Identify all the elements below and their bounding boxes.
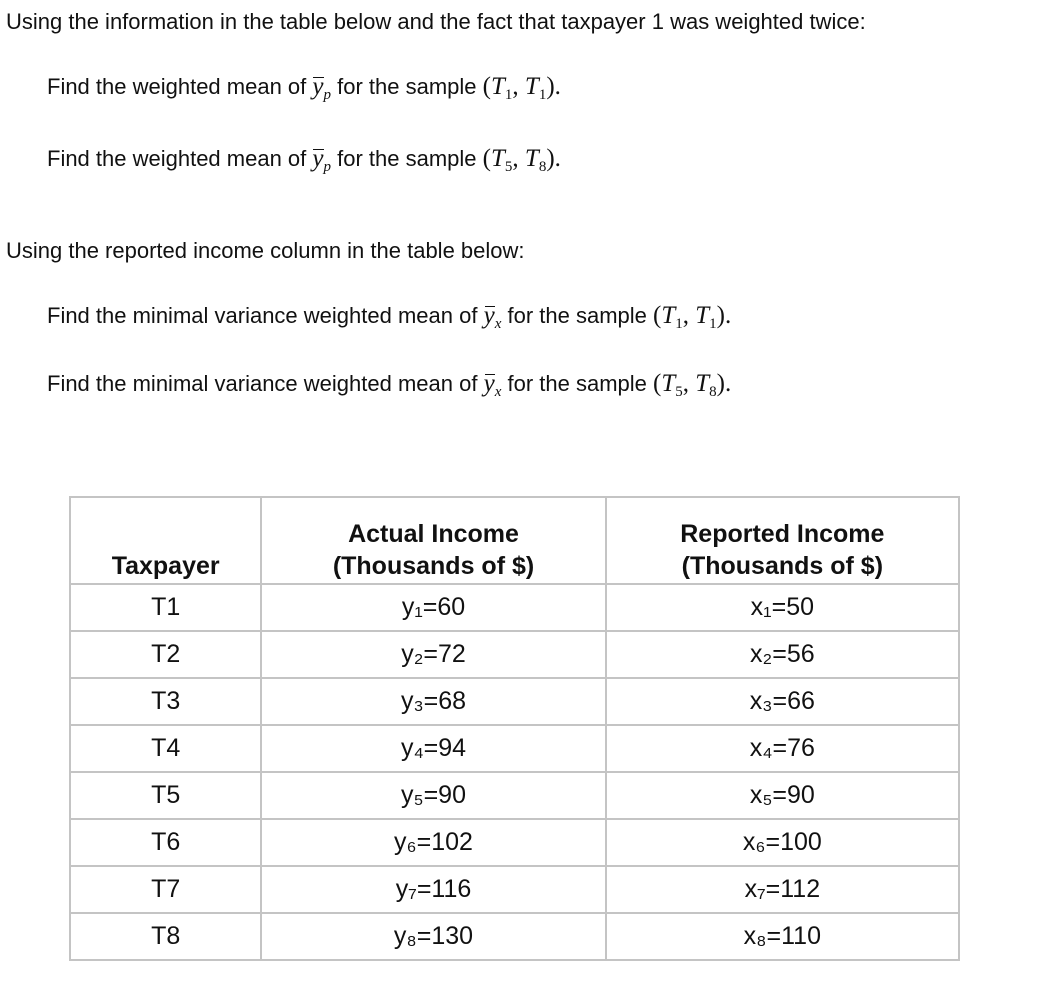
question-weighted-mean-sample-1 [47,73,561,103]
cell-taxpayer: T4 [70,725,261,772]
cell-reported-income: x₂=56 [606,631,959,678]
for-the-sample-label: for the sample [337,74,477,99]
intro-weighted: Using the information in the table below and the fact that taxpayer 1 was weighted twice: [6,9,866,34]
cell-taxpayer: T6 [70,819,261,866]
header-taxpayer: Taxpayer [70,497,261,584]
question-weighted-mean-sample-2 [47,145,561,175]
ybar-p-symbol: $y_p$ [312,73,332,103]
table-row [70,772,959,819]
cell-taxpayer: T2 [70,631,261,678]
cell-actual-income: y₂=72 [261,631,605,678]
cell-reported-income: x₆=100 [606,819,959,866]
for-the-sample-label: for the sample [507,371,647,396]
table-row [70,678,959,725]
cell-actual-income: y₇=116 [261,866,605,913]
table-row [70,866,959,913]
question-min-variance-sample-1 [47,302,732,332]
header-reported-income: Reported Income (Thousands of $) [606,497,959,584]
cell-actual-income: y₅=90 [261,772,605,819]
table-row [70,725,959,772]
table-row [70,819,959,866]
cell-taxpayer: T5 [70,772,261,819]
question-text: Find the weighted mean of [47,146,307,171]
question-text: Find the minimal variance weighted mean of [47,303,478,328]
question-text: Find the minimal variance weighted mean of [47,371,478,396]
cell-reported-income: x₇=112 [606,866,959,913]
cell-actual-income: y₆=102 [261,819,605,866]
sample-t5-t8: ($T_5$, $T_8$). [482,145,561,175]
income-table [69,496,960,961]
cell-taxpayer: T1 [70,584,261,631]
sample-t1-t1: ($T_1$, $T_1$). [653,302,732,332]
table-row [70,631,959,678]
sample-t5-t8: ($T_5$, $T_8$). [653,370,732,400]
table-row [70,913,959,960]
cell-reported-income: x₄=76 [606,725,959,772]
ybar-x-symbol: $y_x$ [483,302,502,332]
for-the-sample-label: for the sample [507,303,647,328]
cell-reported-income: x₁=50 [606,584,959,631]
cell-taxpayer: T3 [70,678,261,725]
cell-taxpayer: T7 [70,866,261,913]
cell-actual-income: y₁=60 [261,584,605,631]
cell-reported-income: x₈=110 [606,913,959,960]
header-actual-income: Actual Income (Thousands of $) [261,497,605,584]
intro-reported: Using the reported income column in the table below: [6,238,525,263]
ybar-x-symbol: $y_x$ [483,370,502,400]
question-min-variance-sample-2 [47,370,732,400]
cell-actual-income: y₃=68 [261,678,605,725]
sample-t1-t1: ($T_1$, $T_1$). [482,73,561,103]
cell-actual-income: y₈=130 [261,913,605,960]
table-row [70,584,959,631]
table-header-row [70,497,959,584]
cell-reported-income: x₃=66 [606,678,959,725]
cell-taxpayer: T8 [70,913,261,960]
question-text: Find the weighted mean of [47,74,307,99]
cell-actual-income: y₄=94 [261,725,605,772]
ybar-p-symbol: $y_p$ [312,145,332,175]
cell-reported-income: x₅=90 [606,772,959,819]
for-the-sample-label: for the sample [337,146,477,171]
